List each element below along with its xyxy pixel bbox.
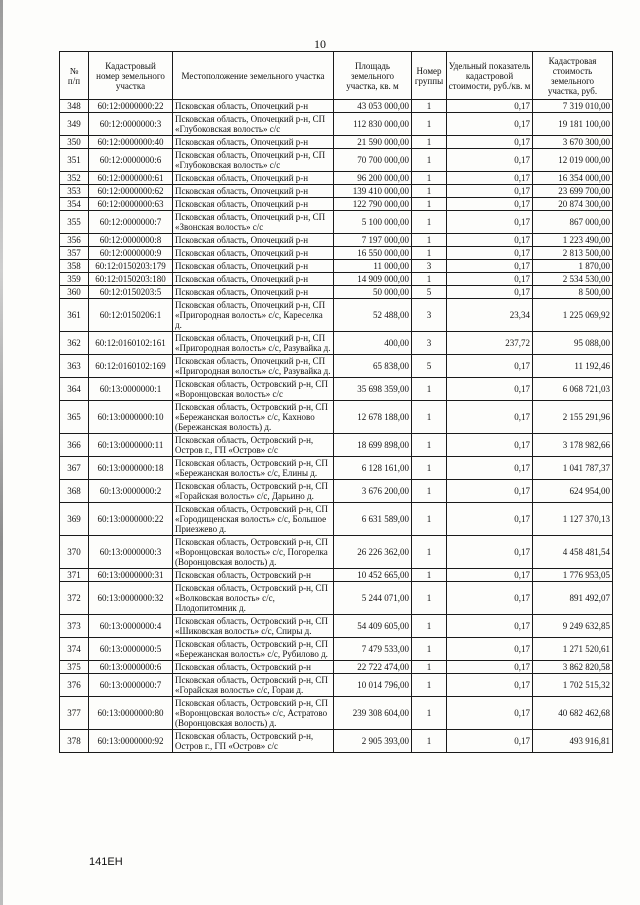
unit-rate-cell: 0,17 xyxy=(447,355,533,378)
area-cell: 52 488,00 xyxy=(334,299,412,332)
group-number-cell: 1 xyxy=(412,172,447,185)
area-cell: 6 128 161,00 xyxy=(334,457,412,480)
area-cell: 5 244 071,00 xyxy=(334,582,412,615)
row-number-cell: 375 xyxy=(60,661,89,674)
unit-rate-cell: 0,17 xyxy=(447,582,533,615)
area-cell: 65 838,00 xyxy=(334,355,412,378)
group-number-cell: 1 xyxy=(412,149,447,172)
row-number-cell: 363 xyxy=(60,355,89,378)
location-cell: Псковская область, Опочецкий р-н xyxy=(173,273,334,286)
location-cell: Псковская область, Опочецкий р-н xyxy=(173,286,334,299)
unit-rate-cell: 0,17 xyxy=(447,260,533,273)
cadastral-value-cell: 23 699 700,00 xyxy=(533,185,613,198)
area-cell: 7 479 533,00 xyxy=(334,638,412,661)
group-number-cell: 3 xyxy=(412,260,447,273)
group-number-cell: 3 xyxy=(412,299,447,332)
group-number-cell: 1 xyxy=(412,247,447,260)
table-row xyxy=(60,172,613,185)
cadastral-value-cell: 20 874 300,00 xyxy=(533,198,613,211)
location-cell: Псковская область, Островский р-н, СП «Горайская волость» с/с, Дарьино д. xyxy=(173,480,334,503)
table-row xyxy=(60,697,613,730)
row-number-cell: 359 xyxy=(60,273,89,286)
table-row xyxy=(60,480,613,503)
group-number-cell: 1 xyxy=(412,113,447,136)
cadastral-value-cell: 1 225 069,92 xyxy=(533,299,613,332)
row-number-cell: 348 xyxy=(60,100,89,113)
area-cell: 43 053 000,00 xyxy=(334,100,412,113)
row-number-cell: 378 xyxy=(60,730,89,753)
row-number-cell: 356 xyxy=(60,234,89,247)
cadastral-value-cell: 1 271 520,61 xyxy=(533,638,613,661)
location-cell: Псковская область, Опочецкий р-н xyxy=(173,260,334,273)
unit-rate-cell: 0,17 xyxy=(447,457,533,480)
location-cell: Псковская область, Островский р-н, Остров г., ГП «Остров» с/с xyxy=(173,434,334,457)
row-number-cell: 374 xyxy=(60,638,89,661)
cadastral-value-cell: 1 127 370,13 xyxy=(533,503,613,536)
group-number-cell: 3 xyxy=(412,332,447,355)
table-row xyxy=(60,355,613,378)
cadastral-number-cell: 60:13:0000000:10 xyxy=(89,401,173,434)
group-number-cell: 1 xyxy=(412,234,447,247)
table-header-row xyxy=(60,52,613,100)
table-row xyxy=(60,434,613,457)
location-cell: Псковская область, Опочецкий р-н xyxy=(173,185,334,198)
unit-rate-cell: 0,17 xyxy=(447,730,533,753)
location-cell: Псковская область, Опочецкий р-н xyxy=(173,198,334,211)
location-cell: Псковская область, Островский р-н, СП «Бережанская волость» с/с, Елины д. xyxy=(173,457,334,480)
row-number-cell: 364 xyxy=(60,378,89,401)
cadastral-number-cell: 60:13:0000000:18 xyxy=(89,457,173,480)
location-cell: Псковская область, Опочецкий р-н xyxy=(173,100,334,113)
row-number-cell: 367 xyxy=(60,457,89,480)
cadastral-value-cell: 4 458 481,54 xyxy=(533,536,613,569)
table-row xyxy=(60,638,613,661)
group-number-cell: 1 xyxy=(412,198,447,211)
cadastral-number-cell: 60:13:0000000:6 xyxy=(89,661,173,674)
cadastral-number-cell: 60:13:0000000:31 xyxy=(89,569,173,582)
group-number-cell: 1 xyxy=(412,615,447,638)
header-group: Номер группы xyxy=(412,52,447,100)
cadastral-number-cell: 60:12:0000000:62 xyxy=(89,185,173,198)
table-row xyxy=(60,582,613,615)
table-row xyxy=(60,730,613,753)
area-cell: 10 452 665,00 xyxy=(334,569,412,582)
cadastral-number-cell: 60:13:0000000:80 xyxy=(89,697,173,730)
area-cell: 3 676 200,00 xyxy=(334,480,412,503)
location-cell: Псковская область, Островский р-н xyxy=(173,661,334,674)
table-row xyxy=(60,332,613,355)
unit-rate-cell: 0,17 xyxy=(447,172,533,185)
cadastral-number-cell: 60:12:0160102:161 xyxy=(89,332,173,355)
group-number-cell: 1 xyxy=(412,503,447,536)
table-row xyxy=(60,674,613,697)
cadastral-number-cell: 60:12:0160102:169 xyxy=(89,355,173,378)
table-row xyxy=(60,136,613,149)
cadastral-value-cell: 1 041 787,37 xyxy=(533,457,613,480)
page-number: 10 xyxy=(314,37,326,51)
cadastral-value-cell: 1 870,00 xyxy=(533,260,613,273)
group-number-cell: 1 xyxy=(412,480,447,503)
row-number-cell: 372 xyxy=(60,582,89,615)
row-number-cell: 369 xyxy=(60,503,89,536)
location-cell: Псковская область, Островский р-н, СП «Бережанская волость» с/с, Кахново (Бережанская волость) д. xyxy=(173,401,334,434)
cadastral-value-cell: 2 813 500,00 xyxy=(533,247,613,260)
row-number-cell: 373 xyxy=(60,615,89,638)
cadastral-number-cell: 60:12:0000000:22 xyxy=(89,100,173,113)
cadastral-number-cell: 60:13:0000000:5 xyxy=(89,638,173,661)
cadastral-number-cell: 60:12:0000000:7 xyxy=(89,211,173,234)
group-number-cell: 1 xyxy=(412,273,447,286)
header-cadastral-value: Кадастровая стоимость земельного участка, руб. xyxy=(533,52,613,100)
location-cell: Псковская область, Опочецкий р-н xyxy=(173,172,334,185)
row-number-cell: 362 xyxy=(60,332,89,355)
cadastral-value-cell: 8 500,00 xyxy=(533,286,613,299)
cadastral-value-cell: 3 670 300,00 xyxy=(533,136,613,149)
unit-rate-cell: 0,17 xyxy=(447,401,533,434)
location-cell: Псковская область, Опочецкий р-н, СП «Глубоковская волость» с/с xyxy=(173,113,334,136)
table-row xyxy=(60,260,613,273)
cadastral-value-cell: 1 223 490,00 xyxy=(533,234,613,247)
table-row xyxy=(60,273,613,286)
row-number-cell: 349 xyxy=(60,113,89,136)
unit-rate-cell: 0,17 xyxy=(447,149,533,172)
row-number-cell: 360 xyxy=(60,286,89,299)
unit-rate-cell: 0,17 xyxy=(447,378,533,401)
unit-rate-cell: 0,17 xyxy=(447,569,533,582)
group-number-cell: 1 xyxy=(412,730,447,753)
cadastral-value-cell: 95 088,00 xyxy=(533,332,613,355)
group-number-cell: 1 xyxy=(412,434,447,457)
row-number-cell: 352 xyxy=(60,172,89,185)
unit-rate-cell: 23,34 xyxy=(447,299,533,332)
cadastral-number-cell: 60:12:0000000:63 xyxy=(89,198,173,211)
table-row xyxy=(60,401,613,434)
table-row xyxy=(60,247,613,260)
group-number-cell: 1 xyxy=(412,674,447,697)
cadastral-value-cell: 891 492,07 xyxy=(533,582,613,615)
unit-rate-cell: 0,17 xyxy=(447,674,533,697)
row-number-cell: 377 xyxy=(60,697,89,730)
unit-rate-cell: 0,17 xyxy=(447,113,533,136)
table-row xyxy=(60,185,613,198)
cadastral-number-cell: 60:12:0000000:3 xyxy=(89,113,173,136)
area-cell: 21 590 000,00 xyxy=(334,136,412,149)
area-cell: 96 200 000,00 xyxy=(334,172,412,185)
unit-rate-cell: 0,17 xyxy=(447,100,533,113)
cadastral-number-cell: 60:13:0000000:22 xyxy=(89,503,173,536)
table-row xyxy=(60,113,613,136)
cadastral-number-cell: 60:13:0000000:3 xyxy=(89,536,173,569)
area-cell: 112 830 000,00 xyxy=(334,113,412,136)
cadastral-number-cell: 60:13:0000000:2 xyxy=(89,480,173,503)
cadastral-value-cell: 9 249 632,85 xyxy=(533,615,613,638)
cadastral-number-cell: 60:12:0000000:6 xyxy=(89,149,173,172)
table-row xyxy=(60,149,613,172)
location-cell: Псковская область, Опочецкий р-н, СП «Звонская волость» с/с xyxy=(173,211,334,234)
header-unit-rate: Удельный показатель кадастровой стоимости, руб./кв. м xyxy=(447,52,533,100)
table-row xyxy=(60,211,613,234)
cadastral-value-cell: 867 000,00 xyxy=(533,211,613,234)
group-number-cell: 1 xyxy=(412,638,447,661)
location-cell: Псковская область, Островский р-н xyxy=(173,569,334,582)
area-cell: 11 000,00 xyxy=(334,260,412,273)
location-cell: Псковская область, Опочецкий р-н, СП «Пригородная волость» с/с, Разувайка д. xyxy=(173,332,334,355)
row-number-cell: 376 xyxy=(60,674,89,697)
location-cell: Псковская область, Опочецкий р-н, СП «Пригородная волость» с/с, Кареселка д. xyxy=(173,299,334,332)
cadastral-number-cell: 60:12:0150203:180 xyxy=(89,273,173,286)
table-row xyxy=(60,100,613,113)
group-number-cell: 1 xyxy=(412,401,447,434)
area-cell: 400,00 xyxy=(334,332,412,355)
row-number-cell: 357 xyxy=(60,247,89,260)
cadastral-number-cell: 60:12:0000000:9 xyxy=(89,247,173,260)
unit-rate-cell: 0,17 xyxy=(447,638,533,661)
group-number-cell: 5 xyxy=(412,355,447,378)
cadastral-number-cell: 60:13:0000000:1 xyxy=(89,378,173,401)
cadastral-value-cell: 16 354 000,00 xyxy=(533,172,613,185)
area-cell: 18 699 898,00 xyxy=(334,434,412,457)
unit-rate-cell: 0,17 xyxy=(447,661,533,674)
row-number-cell: 350 xyxy=(60,136,89,149)
unit-rate-cell: 0,17 xyxy=(447,247,533,260)
cadastral-table xyxy=(59,51,613,753)
group-number-cell: 1 xyxy=(412,211,447,234)
cadastral-number-cell: 60:12:0150203:179 xyxy=(89,260,173,273)
location-cell: Псковская область, Островский р-н, СП «Волковская волость» с/с, Плодопитомник д. xyxy=(173,582,334,615)
cadastral-value-cell: 40 682 462,68 xyxy=(533,697,613,730)
area-cell: 22 722 474,00 xyxy=(334,661,412,674)
unit-rate-cell: 0,17 xyxy=(447,286,533,299)
header-location: Местоположение земельного участка xyxy=(173,52,334,100)
row-number-cell: 371 xyxy=(60,569,89,582)
table-row xyxy=(60,299,613,332)
area-cell: 70 700 000,00 xyxy=(334,149,412,172)
area-cell: 14 909 000,00 xyxy=(334,273,412,286)
row-number-cell: 358 xyxy=(60,260,89,273)
row-number-cell: 370 xyxy=(60,536,89,569)
cadastral-number-cell: 60:12:0000000:61 xyxy=(89,172,173,185)
unit-rate-cell: 0,17 xyxy=(447,536,533,569)
area-cell: 139 410 000,00 xyxy=(334,185,412,198)
cadastral-value-cell: 2 155 291,96 xyxy=(533,401,613,434)
row-number-cell: 361 xyxy=(60,299,89,332)
group-number-cell: 1 xyxy=(412,185,447,198)
location-cell: Псковская область, Опочецкий р-н xyxy=(173,234,334,247)
area-cell: 54 409 605,00 xyxy=(334,615,412,638)
group-number-cell: 1 xyxy=(412,536,447,569)
table-row xyxy=(60,234,613,247)
unit-rate-cell: 0,17 xyxy=(447,273,533,286)
unit-rate-cell: 0,17 xyxy=(447,697,533,730)
header-number: № п/п xyxy=(60,52,89,100)
cadastral-number-cell: 60:13:0000000:11 xyxy=(89,434,173,457)
location-cell: Псковская область, Островский р-н, СП «Шиковская волость» с/с, Спиры д. xyxy=(173,615,334,638)
area-cell: 16 550 000,00 xyxy=(334,247,412,260)
unit-rate-cell: 0,17 xyxy=(447,211,533,234)
cadastral-value-cell: 3 178 982,66 xyxy=(533,434,613,457)
area-cell: 50 000,00 xyxy=(334,286,412,299)
cadastral-number-cell: 60:13:0000000:7 xyxy=(89,674,173,697)
cadastral-number-cell: 60:13:0000000:4 xyxy=(89,615,173,638)
location-cell: Псковская область, Островский р-н, СП «Городищенская волость» с/с, Большое Приезжево д. xyxy=(173,503,334,536)
cadastral-value-cell: 11 192,46 xyxy=(533,355,613,378)
cadastral-value-cell: 1 702 515,32 xyxy=(533,674,613,697)
area-cell: 7 197 000,00 xyxy=(334,234,412,247)
table-row xyxy=(60,457,613,480)
unit-rate-cell: 0,17 xyxy=(447,503,533,536)
table-row xyxy=(60,503,613,536)
group-number-cell: 1 xyxy=(412,457,447,480)
group-number-cell: 1 xyxy=(412,100,447,113)
table-row xyxy=(60,286,613,299)
cadastral-number-cell: 60:12:0000000:8 xyxy=(89,234,173,247)
row-number-cell: 354 xyxy=(60,198,89,211)
area-cell: 10 014 796,00 xyxy=(334,674,412,697)
cadastral-value-cell: 1 776 953,05 xyxy=(533,569,613,582)
scan-edge xyxy=(0,0,3,905)
location-cell: Псковская область, Островский р-н, СП «Воронцовская волость» с/с, Астратово (Воронцовская волость) д. xyxy=(173,697,334,730)
unit-rate-cell: 237,72 xyxy=(447,332,533,355)
table-row xyxy=(60,615,613,638)
document-code: 141ЕН xyxy=(89,856,123,868)
group-number-cell: 5 xyxy=(412,286,447,299)
header-cadastral-number: Кадастровый номер земельного участка xyxy=(89,52,173,100)
location-cell: Псковская область, Опочецкий р-н xyxy=(173,136,334,149)
area-cell: 6 631 589,00 xyxy=(334,503,412,536)
row-number-cell: 353 xyxy=(60,185,89,198)
group-number-cell: 1 xyxy=(412,378,447,401)
location-cell: Псковская область, Островский р-н, Остров г., ГП «Остров» с/с xyxy=(173,730,334,753)
cadastral-value-cell: 19 181 100,00 xyxy=(533,113,613,136)
group-number-cell: 1 xyxy=(412,582,447,615)
area-cell: 12 678 188,00 xyxy=(334,401,412,434)
cadastral-number-cell: 60:13:0000000:32 xyxy=(89,582,173,615)
cadastral-number-cell: 60:12:0000000:40 xyxy=(89,136,173,149)
unit-rate-cell: 0,17 xyxy=(447,480,533,503)
group-number-cell: 1 xyxy=(412,661,447,674)
area-cell: 35 698 359,00 xyxy=(334,378,412,401)
row-number-cell: 366 xyxy=(60,434,89,457)
unit-rate-cell: 0,17 xyxy=(447,615,533,638)
table-row xyxy=(60,198,613,211)
area-cell: 122 790 000,00 xyxy=(334,198,412,211)
group-number-cell: 1 xyxy=(412,697,447,730)
area-cell: 2 905 393,00 xyxy=(334,730,412,753)
table-row xyxy=(60,536,613,569)
location-cell: Псковская область, Островский р-н, СП «Горайская волость» с/с, Гораи д. xyxy=(173,674,334,697)
unit-rate-cell: 0,17 xyxy=(447,234,533,247)
location-cell: Псковская область, Островский р-н, СП «Воронцовская волость» с/с xyxy=(173,378,334,401)
cadastral-number-cell: 60:12:0150206:1 xyxy=(89,299,173,332)
cadastral-value-cell: 2 534 530,00 xyxy=(533,273,613,286)
area-cell: 5 100 000,00 xyxy=(334,211,412,234)
cadastral-value-cell: 3 862 820,58 xyxy=(533,661,613,674)
cadastral-number-cell: 60:13:0000000:92 xyxy=(89,730,173,753)
cadastral-value-cell: 493 916,81 xyxy=(533,730,613,753)
cadastral-value-cell: 624 954,00 xyxy=(533,480,613,503)
table-row xyxy=(60,661,613,674)
group-number-cell: 1 xyxy=(412,569,447,582)
location-cell: Псковская область, Опочецкий р-н xyxy=(173,247,334,260)
location-cell: Псковская область, Островский р-н, СП «Воронцовская волость» с/с, Погорелка (Воронцовская волость) д. xyxy=(173,536,334,569)
table-row xyxy=(60,378,613,401)
header-area: Площадь земельного участка, кв. м xyxy=(334,52,412,100)
area-cell: 26 226 362,00 xyxy=(334,536,412,569)
unit-rate-cell: 0,17 xyxy=(447,198,533,211)
row-number-cell: 351 xyxy=(60,149,89,172)
row-number-cell: 368 xyxy=(60,480,89,503)
unit-rate-cell: 0,17 xyxy=(447,434,533,457)
area-cell: 239 308 604,00 xyxy=(334,697,412,730)
location-cell: Псковская область, Опочецкий р-н, СП «Пригородная волость» с/с, Разувайка д. xyxy=(173,355,334,378)
unit-rate-cell: 0,17 xyxy=(447,136,533,149)
cadastral-value-cell: 7 319 010,00 xyxy=(533,100,613,113)
row-number-cell: 365 xyxy=(60,401,89,434)
location-cell: Псковская область, Островский р-н, СП «Бережанская волость» с/с, Рубилово д. xyxy=(173,638,334,661)
unit-rate-cell: 0,17 xyxy=(447,185,533,198)
table-row xyxy=(60,569,613,582)
location-cell: Псковская область, Опочецкий р-н, СП «Глубоковская волость» с/с xyxy=(173,149,334,172)
cadastral-number-cell: 60:12:0150203:5 xyxy=(89,286,173,299)
cadastral-value-cell: 6 068 721,03 xyxy=(533,378,613,401)
cadastral-value-cell: 12 019 000,00 xyxy=(533,149,613,172)
group-number-cell: 1 xyxy=(412,136,447,149)
row-number-cell: 355 xyxy=(60,211,89,234)
